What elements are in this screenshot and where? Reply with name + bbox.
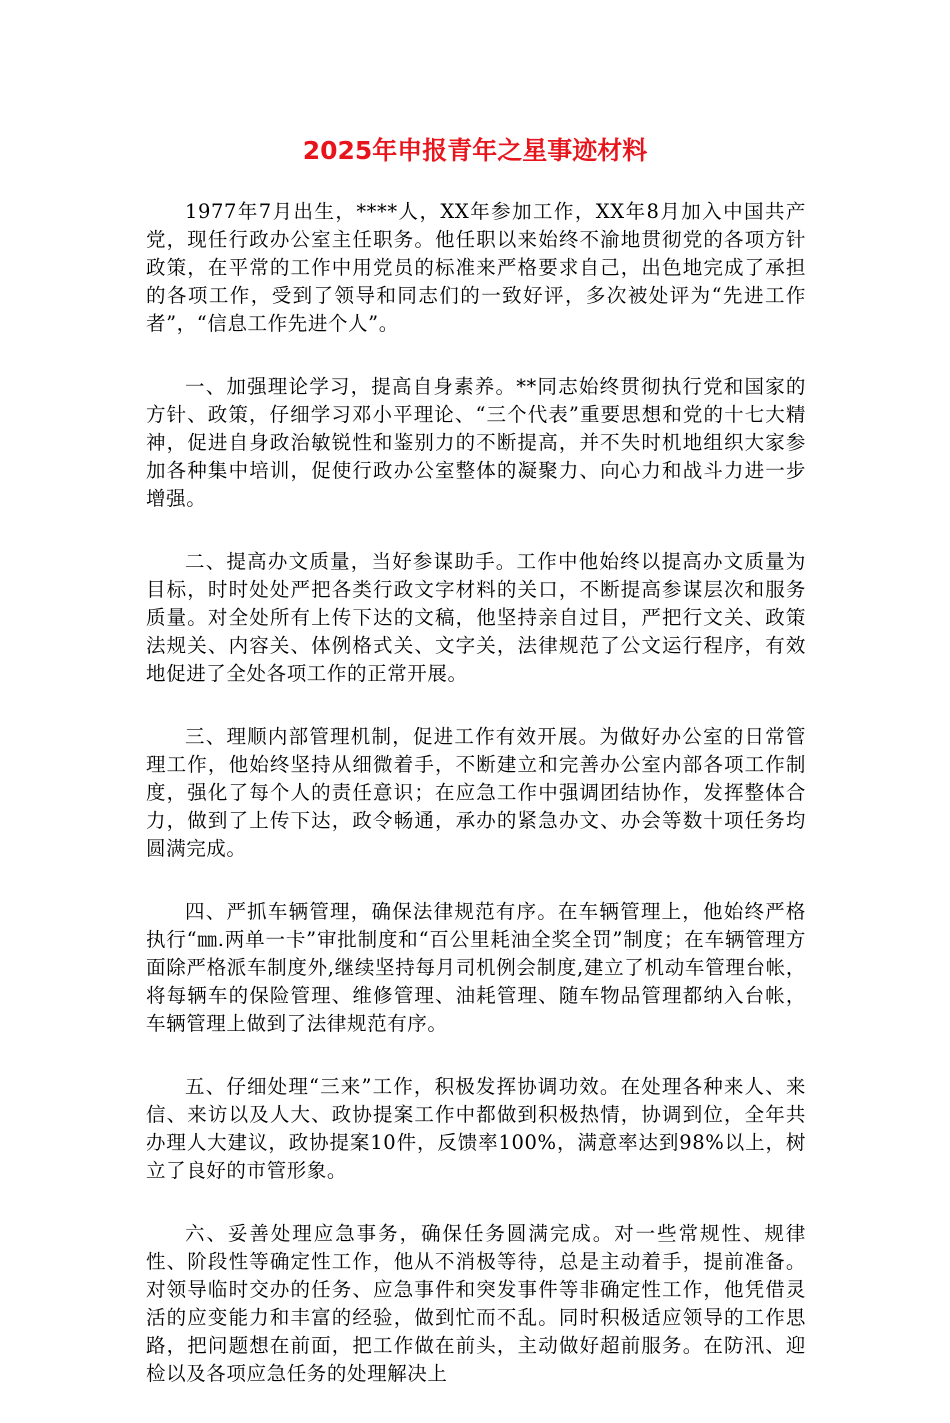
paragraph-vehicle-management: 四、严抓车辆管理，确保法律规范有序。在车辆管理上，他始终严格执行“㎜.两单一卡”审批制度和“百公里耗油全奖全罚”制度；在车辆管理方面除严格派车制度外,继续坚持每月司机例会制度,建立了机动车管理台帐，将每辆车的保险管理、维修管理、油耗管理、随车物品管理都纳入台帐，车辆管理上做到了法律规范有序。 (146, 900, 806, 1035)
paragraph-petitions: 五、仔细处理“三来”工作，积极发挥协调功效。在处理各种来人、来信、来访以及人大、政协提案工作中都做到积极热情，协调到位，全年共办理人大建议，政协提案10件，反馈率100%，满意率达到98%以上，树立了良好的市管形象。 (146, 1075, 806, 1182)
paragraph-document-quality: 二、提高办文质量，当好参谋助手。工作中他始终以提高办文质量为目标，时时处处严把各类行政文字材料的关口，不断提高参谋层次和服务质量。对全处所有上传下达的文稿，他坚持亲自过目，严把行文关、政策法规关、内容关、体例格式关、文字关，法律规范了公文运行程序，有效地促进了全处各项工作的正常开展。 (146, 550, 806, 685)
paragraph-internal-management: 三、理顺内部管理机制，促进工作有效开展。为做好办公室的日常管理工作，他始终坚持从细微着手，不断建立和完善办公室内部各项工作制度，强化了每个人的责任意识；在应急工作中强调团结协作，发挥整体合力，做到了上传下达，政令畅通，承办的紧急办文、办会等数十项任务均圆满完成。 (146, 725, 806, 860)
document-body (146, 198, 806, 1423)
paragraph-intro: 1977年7月出生，****人，XX年参加工作，XX年8月加入中国共产党，现任行政办公室主任职务。他任职以来始终不渝地贯彻党的各项方针政策，在平常的工作中用党员的标准来严格要求自己，出色地完成了承担的各项工作，受到了领导和同志们的一致好评，多次被处评为“先进工作者”，“信息工作先进个人”。 (146, 200, 806, 335)
document-title: 2025年申报青年之星事迹材料 (302, 136, 648, 165)
paragraph-emergency: 六、妥善处理应急事务，确保任务圆满完成。对一些常规性、规律性、阶段性等确定性工作，他从不消极等待，总是主动着手，提前准备。对领导临时交办的任务、应急事件和突发事件等非确定性工作，他凭借灵活的应变能力和丰富的经验，做到忙而不乱。同时积极适应领导的工作思路，把问题想在前面，把工作做在前头，主动做好超前服务。在防汛、迎检以及各项应急任务的处理解决上 (146, 1222, 806, 1385)
paragraph-theory-study: 一、加强理论学习，提高自身素养。**同志始终贯彻执行党和国家的方针、政策，仔细学习邓小平理论、“三个代表”重要思想和党的十七大精神，促进自身政治敏锐性和鉴别力的不断提高，并不失时机地组织大家参加各种集中培训，促使行政办公室整体的凝聚力、向心力和战斗力进一步增强。 (146, 375, 806, 510)
